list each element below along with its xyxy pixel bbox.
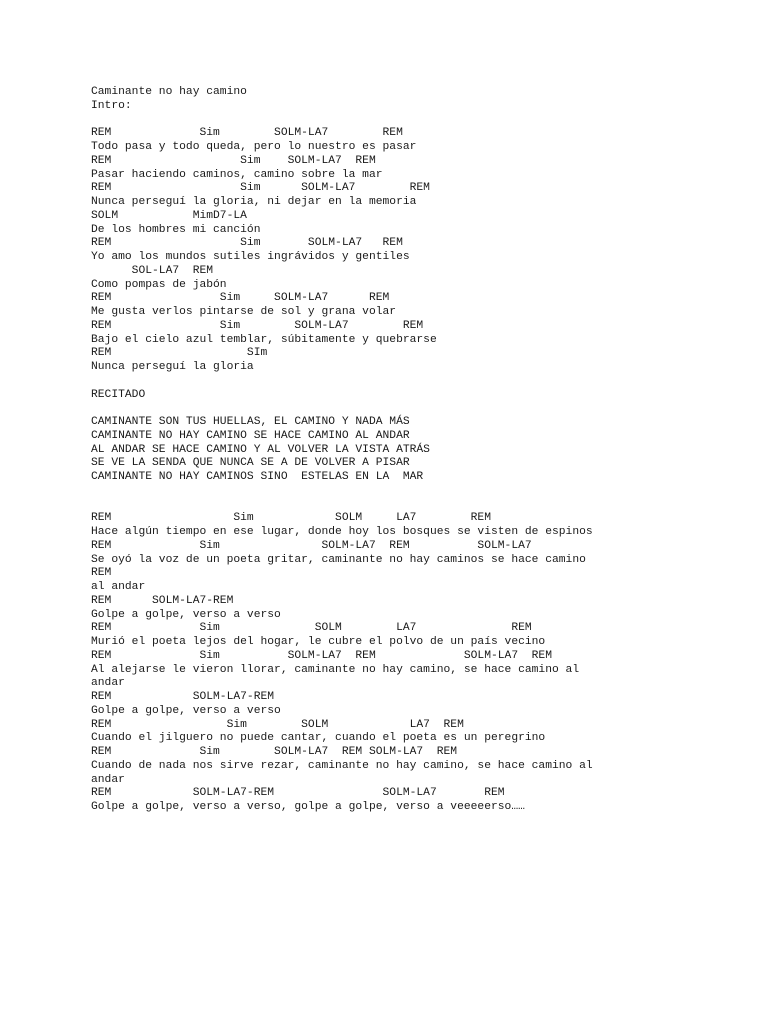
- text-line: REM SIm: [91, 347, 268, 360]
- text-line: Murió el poeta lejos del hogar, le cubre el polvo de un país vecino: [91, 636, 546, 648]
- text-line: Se oyó la voz de un poeta gritar, caminante no hay caminos se hace camino: [91, 553, 586, 566]
- text-line: REM Sim SOLM-LA7 REM: [91, 127, 403, 140]
- text-line: Intro:: [91, 99, 132, 112]
- text-line: Nunca perseguí la gloria: [91, 361, 254, 373]
- song-lyrics-with-chords: [91, 86, 593, 815]
- text-line: [91, 114, 593, 128]
- text-line: REM Sim SOLM-LA7 REM SOLM-LA7 REM: [91, 746, 458, 758]
- text-line: Cuando de nada nos sirve rezar, caminante no hay camino, se hace camino al: [91, 759, 593, 772]
- text-line: REM Sim SOLM-LA7 REM: [91, 292, 390, 305]
- text-line: Nunca perseguí la gloria, ni dejar en la memoria: [91, 196, 417, 208]
- text-line: Pasar haciendo caminos, camino sobre la mar: [91, 168, 383, 181]
- text-line: al andar: [91, 581, 146, 593]
- text-line: REM SOLM-LA7-REM SOLM-LA7 REM: [91, 787, 505, 800]
- text-line: Golpe a golpe, verso a verso: [91, 608, 281, 621]
- text-line: REM Sim SOLM LA7 REM: [91, 718, 464, 731]
- text-line: REM Sim SOLM-LA7 REM SOLM-LA7 REM: [91, 649, 552, 662]
- text-line: REM SOLM-LA7-REM: [91, 691, 275, 703]
- text-line: REM Sim SOLM-LA7 REM: [91, 319, 424, 332]
- text-line: Bajo el cielo azul temblar, súbitamente y quebrarse: [91, 333, 437, 346]
- text-line: SOLM MimD7-LA: [91, 209, 247, 222]
- text-line: AL ANDAR SE HACE CAMINO Y AL VOLVER LA VISTA ATRÁS: [91, 443, 430, 456]
- text-line: REM Sim SOLM LA7 REM: [91, 622, 532, 635]
- text-line: REM Sim SOLM LA7 REM: [91, 512, 491, 525]
- text-line: SOL-LA7 REM: [91, 264, 214, 277]
- text-line: Golpe a golpe, verso a verso: [91, 704, 281, 717]
- text-line: [91, 375, 593, 389]
- text-line: Como pompas de jabón: [91, 278, 227, 291]
- text-line: Al alejarse le vieron llorar, caminante no hay camino, se hace camino al: [91, 663, 580, 676]
- text-line: [91, 402, 593, 416]
- text-line: [91, 485, 593, 499]
- text-line: REM Sim SOLM-LA7 REM: [91, 237, 403, 250]
- text-line: REM SOLM-LA7-REM: [91, 594, 234, 607]
- text-line: REM Sim SOLM-LA7 REM SOLM-LA7: [91, 539, 532, 552]
- text-line: Caminante no hay camino: [91, 86, 247, 98]
- text-line: andar: [91, 773, 125, 786]
- text-line: REM: [91, 567, 112, 580]
- text-line: andar: [91, 677, 125, 690]
- text-line: Golpe a golpe, verso a verso, golpe a golpe, verso a veeeeerso……: [91, 801, 525, 813]
- text-line: CAMINANTE NO HAY CAMINOS SINO ESTELAS EN LA MAR: [91, 471, 424, 483]
- text-line: RECITADO: [91, 388, 146, 401]
- text-line: SE VE LA SENDA QUE NUNCA SE A DE VOLVER A PISAR: [91, 457, 410, 470]
- text-line: CAMINANTE SON TUS HUELLAS, EL CAMINO Y NADA MÁS: [91, 416, 410, 428]
- text-line: CAMINANTE NO HAY CAMINO SE HACE CAMINO AL ANDAR: [91, 429, 410, 442]
- text-line: REM Sim SOLM-LA7 REM: [91, 182, 430, 195]
- text-line: Me gusta verlos pintarse de sol y grana volar: [91, 306, 397, 318]
- text-line: Hace algún tiempo en ese lugar, donde hoy los bosques se visten de espinos: [91, 526, 593, 538]
- text-line: Cuando el jilguero no puede cantar, cuando el poeta es un peregrino: [91, 732, 546, 745]
- text-line: Todo pasa y todo queda, pero lo nuestro es pasar: [91, 141, 417, 153]
- text-line: [91, 499, 593, 513]
- text-line: Yo amo los mundos sutiles ingrávidos y gentiles: [91, 251, 410, 263]
- text-line: REM Sim SOLM-LA7 REM: [91, 154, 376, 167]
- text-line: De los hombres mi canción: [91, 223, 261, 236]
